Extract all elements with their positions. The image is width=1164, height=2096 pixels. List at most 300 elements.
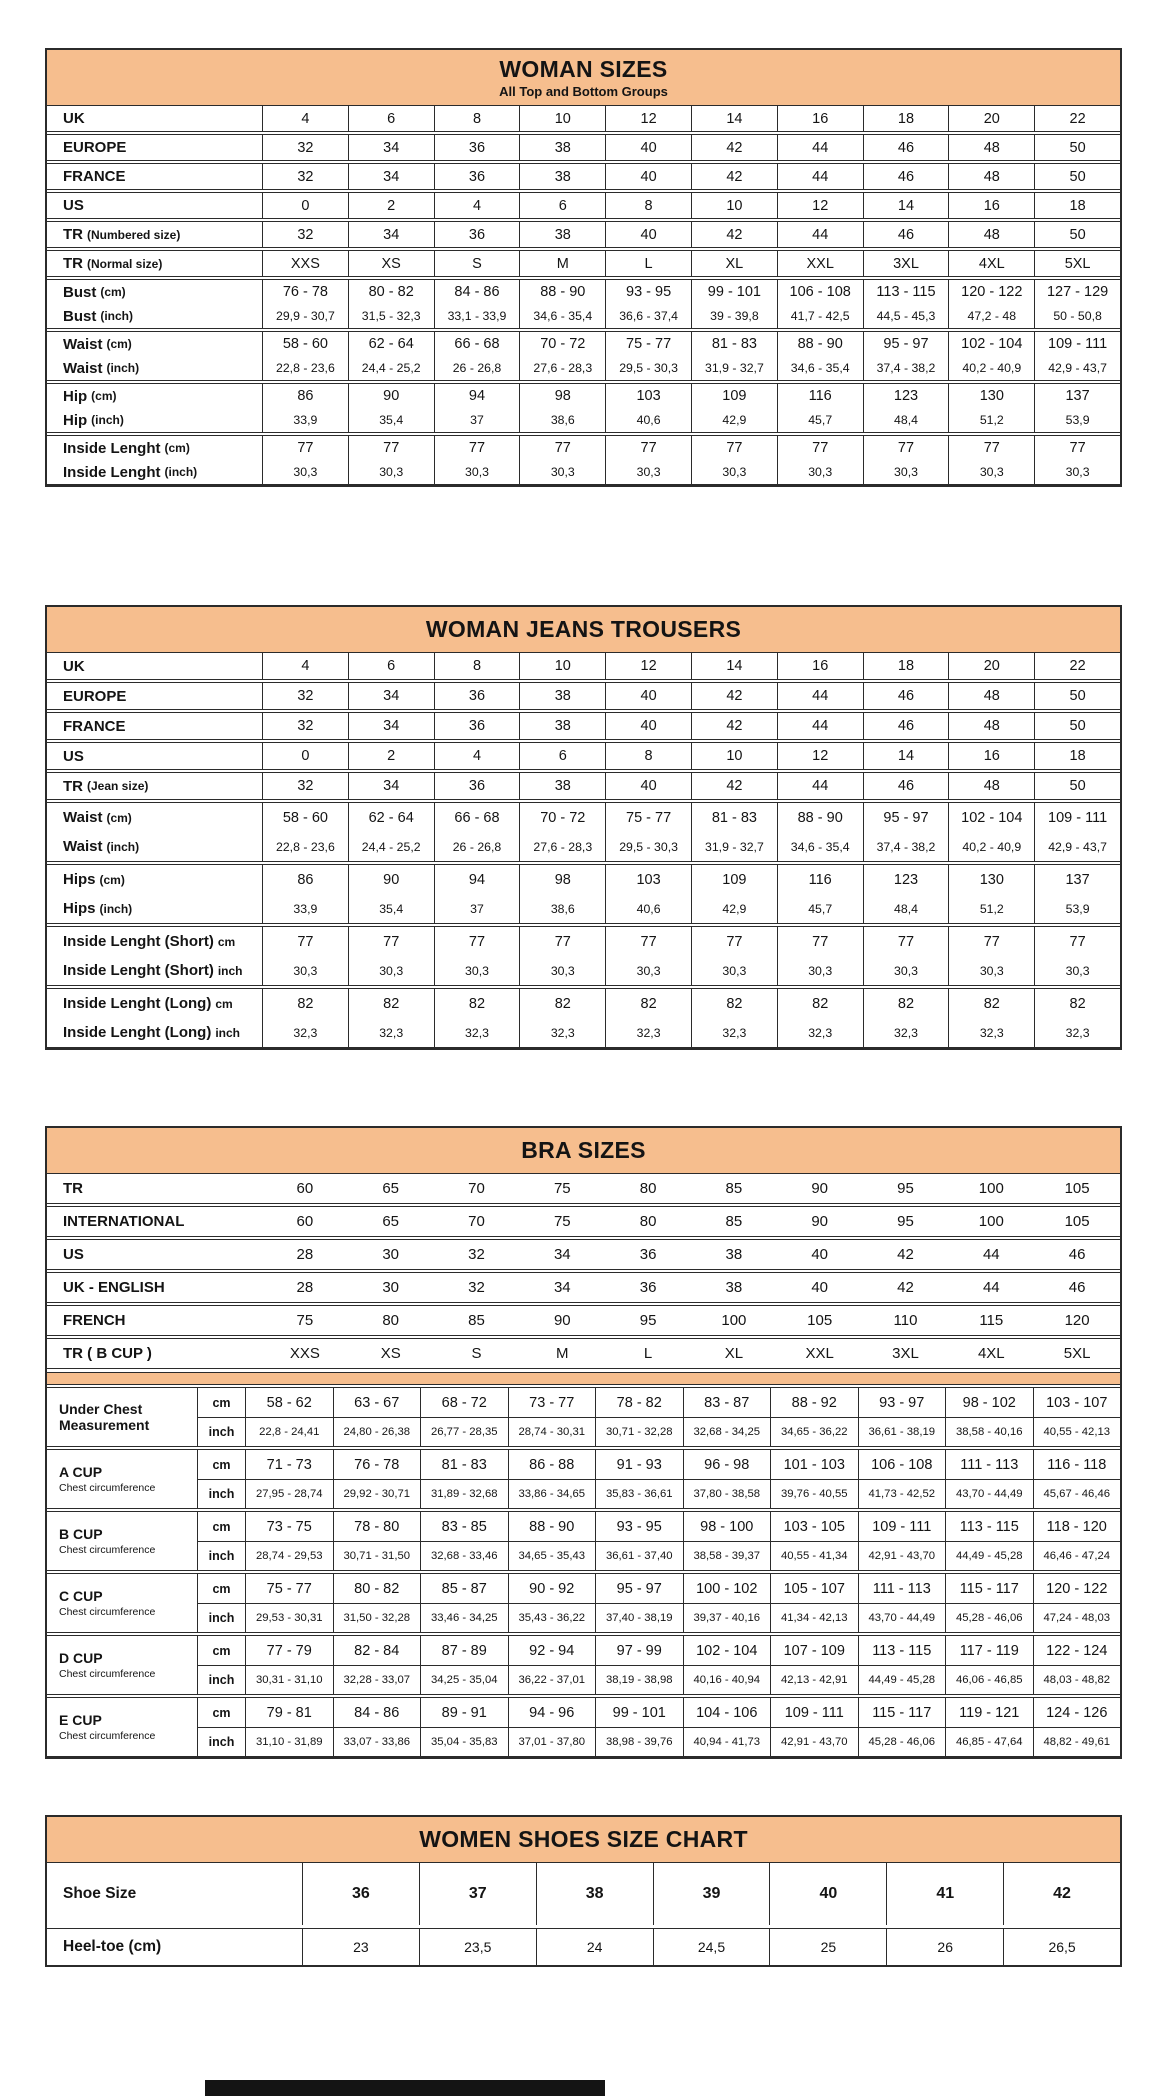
- row-label-note: (inch): [100, 309, 134, 323]
- size-value: 44: [982, 1246, 1000, 1263]
- cup-inch-value: 46,85 - 47,64: [945, 1727, 1033, 1756]
- size-value: 4XL: [948, 251, 1034, 276]
- size-value: 47,2 - 48: [948, 304, 1034, 328]
- size-value: 77: [262, 436, 348, 460]
- size-value: 80 - 82: [348, 280, 434, 304]
- row-label: [47, 164, 262, 189]
- size-value: L: [643, 1345, 653, 1362]
- cup-cm-value: 80 - 82: [333, 1574, 421, 1603]
- size-value: XS: [348, 251, 434, 276]
- size-value: 31,9 - 32,7: [691, 832, 777, 861]
- row-label-text: UK: [63, 110, 85, 127]
- size-value: 25: [769, 1929, 886, 1965]
- size-value: 26: [886, 1929, 1003, 1965]
- size-value: 40: [605, 222, 691, 247]
- bra-sizes-title: BRA SIZES: [521, 1137, 646, 1163]
- size-value: 48: [948, 222, 1034, 247]
- size-value: 77: [1034, 436, 1120, 460]
- cup-group-b-cup: [47, 1511, 1120, 1571]
- size-value: 50: [1034, 222, 1120, 247]
- size-value: 41: [886, 1863, 1003, 1925]
- size-value: 77: [948, 436, 1034, 460]
- size-value: 33,1 - 33,9: [434, 304, 520, 328]
- cup-cm-value: 107 - 109: [770, 1636, 858, 1665]
- size-value: 42,9 - 43,7: [1034, 832, 1120, 861]
- table-row-inside-lenght-short-cm: [47, 927, 1120, 956]
- table-row-france: [47, 164, 1120, 189]
- size-value: 75 - 77: [605, 332, 691, 356]
- row-label: [47, 713, 262, 739]
- table-row-tr-jean-size: [47, 773, 1120, 799]
- row-label: [47, 1018, 262, 1047]
- size-value: 44: [777, 135, 863, 160]
- size-value: 116: [777, 384, 863, 408]
- row-label-text: Inside Lenght (Short): [63, 933, 214, 950]
- size-value: 38,6: [519, 408, 605, 432]
- cup-cm-value: 97 - 99: [595, 1636, 683, 1665]
- cup-inch-value: 35,83 - 36,61: [595, 1479, 683, 1508]
- size-value: 77: [1034, 927, 1120, 956]
- size-value: 70: [468, 1213, 485, 1230]
- row-label: [47, 460, 262, 484]
- size-value: 34: [348, 773, 434, 799]
- size-value: 12: [605, 653, 691, 679]
- cup-cm-value: 122 - 124: [1033, 1636, 1121, 1665]
- cup-cm-value: 77 - 79: [245, 1636, 333, 1665]
- size-value: 130: [948, 865, 1034, 894]
- size-value: 50 - 50,8: [1034, 304, 1120, 328]
- row-group: [47, 1206, 1120, 1237]
- size-value: 6: [348, 106, 434, 131]
- cup-label-subtitle: Chest circumference: [59, 1605, 156, 1618]
- row-label-text: Inside Lenght: [63, 439, 161, 457]
- cup-cm-value: 99 - 101: [595, 1698, 683, 1727]
- size-value: XL: [691, 251, 777, 276]
- size-value: 36: [434, 164, 520, 189]
- size-value: 4: [262, 106, 348, 131]
- bra-table-divider: [47, 1372, 1120, 1385]
- row-label-text: US: [63, 197, 84, 214]
- size-value: 53,9: [1034, 408, 1120, 432]
- size-value: 18: [1034, 193, 1120, 218]
- size-value: 38: [519, 683, 605, 709]
- size-value: 65: [382, 1180, 400, 1197]
- size-value: 32,3: [348, 1018, 434, 1047]
- cup-cm-value: 100 - 102: [683, 1574, 771, 1603]
- row-group: [47, 435, 1120, 485]
- cup-inch-value: 37,01 - 37,80: [508, 1727, 596, 1756]
- row-label-note: (inch): [164, 465, 198, 479]
- cup-label-title: E CUP: [59, 1712, 102, 1729]
- size-value: 137: [1034, 384, 1120, 408]
- size-value: 40: [605, 683, 691, 709]
- row-label: [47, 803, 262, 832]
- row-label: [47, 384, 262, 408]
- size-value: 103: [605, 865, 691, 894]
- row-label-text: Hip: [63, 411, 88, 429]
- size-value: 94: [434, 865, 520, 894]
- size-value: 18: [1034, 743, 1120, 769]
- size-value: 100: [978, 1213, 1004, 1230]
- cup-inch-value: 36,61 - 38,19: [858, 1417, 946, 1446]
- table-row-hips-cm: [47, 865, 1120, 894]
- cup-cm-value: 63 - 67: [333, 1388, 421, 1417]
- size-value: 44: [982, 1279, 1000, 1296]
- row-group: [47, 134, 1120, 161]
- size-value: 86: [262, 384, 348, 408]
- woman-sizes-subtitle: All Top and Bottom Groups: [499, 84, 668, 99]
- size-value: 76 - 78: [262, 280, 348, 304]
- size-value: 50: [1034, 713, 1120, 739]
- row-label: [47, 832, 262, 861]
- size-value: 32: [262, 713, 348, 739]
- row-group: [47, 988, 1120, 1048]
- size-value: 30,3: [262, 460, 348, 484]
- size-value: 94: [434, 384, 520, 408]
- size-value: 42,9 - 43,7: [1034, 356, 1120, 380]
- cup-cm-value: 79 - 81: [245, 1698, 333, 1727]
- size-value: XXL: [805, 1345, 834, 1362]
- cup-group-e-cup: [47, 1697, 1120, 1757]
- cup-cm-value: 83 - 87: [683, 1388, 771, 1417]
- cup-inch-value: 24,80 - 26,38: [333, 1417, 421, 1446]
- size-value: 37,4 - 38,2: [863, 356, 949, 380]
- cup-cm-value: 85 - 87: [420, 1574, 508, 1603]
- row-label: [47, 989, 262, 1018]
- row-label: TR: [63, 1180, 83, 1197]
- size-value: 77: [519, 436, 605, 460]
- cup-inch-value: 42,91 - 43,70: [858, 1541, 946, 1570]
- table-row-heel-toe-cm: [47, 1928, 1120, 1965]
- size-value: 116: [777, 865, 863, 894]
- row-label: [47, 251, 262, 276]
- cup-inch-value: 45,28 - 46,06: [858, 1727, 946, 1756]
- size-value: 82: [519, 989, 605, 1018]
- cup-label: [47, 1512, 197, 1570]
- size-value: 30,3: [519, 460, 605, 484]
- women-shoes-header: [47, 1817, 1120, 1863]
- row-label: [47, 106, 262, 131]
- cup-cm-value: 111 - 113: [945, 1450, 1033, 1479]
- size-value: 90: [811, 1213, 829, 1230]
- cup-cm-value: 88 - 90: [508, 1512, 596, 1541]
- row-label-note: (cm): [99, 872, 125, 887]
- size-value: 77: [605, 927, 691, 956]
- size-value: 102 - 104: [948, 332, 1034, 356]
- size-value: 42: [691, 164, 777, 189]
- size-value: 32,3: [777, 1018, 863, 1047]
- cup-cm-value: 118 - 120: [1033, 1512, 1121, 1541]
- size-value: 5XL: [1063, 1345, 1091, 1362]
- size-value: 24,5: [653, 1929, 770, 1965]
- size-value: 77: [777, 436, 863, 460]
- table-row-waist-inch: [47, 832, 1120, 861]
- size-value: 34: [553, 1279, 571, 1296]
- size-value: S: [434, 251, 520, 276]
- size-value: 88 - 90: [519, 280, 605, 304]
- size-value: 42: [691, 222, 777, 247]
- size-value: 30,3: [348, 956, 434, 985]
- size-value: 38: [725, 1246, 743, 1263]
- row-label-note: (cm): [100, 285, 126, 299]
- row-label: [47, 773, 262, 799]
- cup-inch-value: 42,13 - 42,91: [770, 1665, 858, 1694]
- size-value: 3XL: [892, 1345, 919, 1362]
- size-value: 12: [605, 106, 691, 131]
- size-value: 105: [1064, 1180, 1090, 1197]
- cup-inch-value: 41,73 - 42,52: [858, 1479, 946, 1508]
- cup-cm-value: 101 - 103: [770, 1450, 858, 1479]
- size-value: 35,4: [348, 894, 434, 923]
- size-value: 123: [863, 384, 949, 408]
- cup-cm-value: 124 - 126: [1033, 1698, 1121, 1727]
- size-value: 8: [605, 193, 691, 218]
- cup-cm-value: 73 - 75: [245, 1512, 333, 1541]
- size-value: 34: [348, 135, 434, 160]
- size-value: 8: [434, 653, 520, 679]
- row-label-note: inch: [215, 1025, 240, 1040]
- cup-cm-value: 86 - 88: [508, 1450, 596, 1479]
- bra-sizes-table: [45, 1126, 1122, 1759]
- size-value: 18: [863, 653, 949, 679]
- table-row-tr-numbered-size: [47, 222, 1120, 247]
- size-value: 32: [468, 1279, 485, 1296]
- size-value: 95: [897, 1213, 914, 1230]
- size-value: 95: [639, 1312, 657, 1329]
- size-value: 40: [769, 1863, 886, 1925]
- size-value: 62 - 64: [348, 332, 434, 356]
- size-value: 53,9: [1034, 894, 1120, 923]
- size-value: 37: [434, 894, 520, 923]
- row-label-text: Inside Lenght (Short): [63, 962, 214, 979]
- cup-label: [47, 1698, 197, 1756]
- size-value: 80: [639, 1213, 657, 1230]
- size-value: 110: [893, 1312, 918, 1329]
- size-value: 82: [605, 989, 691, 1018]
- size-value: XS: [380, 1345, 401, 1362]
- size-value: 36,6 - 37,4: [605, 304, 691, 328]
- size-value: 38: [519, 713, 605, 739]
- size-value: 40: [811, 1279, 829, 1296]
- cup-label: [47, 1636, 197, 1694]
- size-value: 24,4 - 25,2: [348, 832, 434, 861]
- size-value: XXL: [777, 251, 863, 276]
- cup-label-subtitle: Chest circumference: [59, 1667, 156, 1680]
- size-value: 109 - 111: [1034, 332, 1120, 356]
- size-value: 77: [948, 927, 1034, 956]
- size-value: 26 - 26,8: [434, 832, 520, 861]
- row-label-note: (Numbered size): [87, 227, 181, 242]
- cup-cm-value: 88 - 92: [770, 1388, 858, 1417]
- size-value: 36: [434, 135, 520, 160]
- row-group: [47, 712, 1120, 740]
- size-value: 58 - 60: [262, 332, 348, 356]
- cup-cm-value: 89 - 91: [420, 1698, 508, 1727]
- unit-inch-label: inch: [197, 1541, 245, 1570]
- table-row-hips-inch: [47, 894, 1120, 923]
- row-label: [47, 653, 262, 679]
- cup-inch-value: 38,98 - 39,76: [595, 1727, 683, 1756]
- size-value: 137: [1034, 865, 1120, 894]
- size-value: 42: [897, 1279, 914, 1296]
- cup-cm-value: 90 - 92: [508, 1574, 596, 1603]
- cup-cm-value: 111 - 113: [858, 1574, 946, 1603]
- cup-inch-value: 47,24 - 48,03: [1033, 1603, 1121, 1632]
- cup-cm-value: 82 - 84: [333, 1636, 421, 1665]
- row-label-text: US: [63, 747, 84, 765]
- cup-cm-value: 113 - 115: [945, 1512, 1033, 1541]
- cup-group-d-cup: [47, 1635, 1120, 1695]
- size-value: 42: [691, 135, 777, 160]
- size-value: 123: [863, 865, 949, 894]
- cup-inch-value: 35,04 - 35,83: [420, 1727, 508, 1756]
- size-value: 16: [948, 193, 1034, 218]
- size-value: 60: [296, 1213, 314, 1230]
- size-value: 14: [691, 653, 777, 679]
- row-group: [47, 1272, 1120, 1303]
- cup-label: [47, 1388, 197, 1446]
- row-label-note: (cm): [106, 810, 132, 825]
- cup-cm-value: 95 - 97: [595, 1574, 683, 1603]
- row-label-note: (inch): [99, 901, 133, 916]
- size-value: 77: [777, 927, 863, 956]
- row-label-note: (cm): [106, 337, 132, 351]
- row-label-text: Hip: [63, 387, 88, 405]
- size-value: 35,4: [348, 408, 434, 432]
- size-value: 103: [605, 384, 691, 408]
- size-value: 34,6 - 35,4: [519, 304, 605, 328]
- row-label: [47, 332, 262, 356]
- cup-inch-value: 39,76 - 40,55: [770, 1479, 858, 1508]
- cup-inch-value: 41,34 - 42,13: [770, 1603, 858, 1632]
- cup-cm-value: 96 - 98: [683, 1450, 771, 1479]
- size-value: 84 - 86: [434, 280, 520, 304]
- size-value: 0: [262, 743, 348, 769]
- size-value: 58 - 60: [262, 803, 348, 832]
- row-label: [47, 743, 262, 769]
- size-value: 75 - 77: [605, 803, 691, 832]
- size-value: 38: [725, 1279, 743, 1296]
- size-value: 93 - 95: [605, 280, 691, 304]
- size-value: 45,7: [777, 894, 863, 923]
- size-value: 46: [863, 773, 949, 799]
- size-value: 30,3: [605, 460, 691, 484]
- table-row-inside-lenght-long-cm: [47, 989, 1120, 1018]
- cup-label-title: B CUP: [59, 1526, 103, 1543]
- cup-inch-value: 30,71 - 31,50: [333, 1541, 421, 1570]
- row-label-text: Inside Lenght (Long): [63, 1024, 212, 1041]
- size-value: 29,5 - 30,3: [605, 832, 691, 861]
- size-value: 77: [262, 927, 348, 956]
- size-value: 46: [863, 222, 949, 247]
- size-value: 36: [434, 683, 520, 709]
- size-value: 27,6 - 28,3: [519, 832, 605, 861]
- size-value: 113 - 115: [863, 280, 949, 304]
- cup-cm-value: 109 - 111: [770, 1698, 858, 1727]
- size-value: 90: [348, 865, 434, 894]
- size-value: 109: [691, 865, 777, 894]
- women-shoes-table: [45, 1815, 1122, 1967]
- size-value: L: [605, 251, 691, 276]
- size-value: 75: [296, 1312, 314, 1329]
- size-value: 10: [519, 106, 605, 131]
- size-value: 85: [725, 1180, 743, 1197]
- size-value: 66 - 68: [434, 332, 520, 356]
- size-value: 30,3: [948, 956, 1034, 985]
- size-value: 40,2 - 40,9: [948, 832, 1034, 861]
- table-row-waist-inch: [47, 356, 1120, 380]
- row-group: [47, 802, 1120, 862]
- row-group: [47, 1174, 1120, 1204]
- size-value: 44: [777, 164, 863, 189]
- size-value: 39: [653, 1863, 770, 1925]
- table-row-us: [47, 743, 1120, 769]
- size-value: 42,9: [691, 894, 777, 923]
- size-value: 34: [553, 1246, 571, 1263]
- table-row-france: [47, 713, 1120, 739]
- size-value: 70: [468, 1180, 485, 1197]
- size-value: 50: [1034, 164, 1120, 189]
- row-label-text: EUROPE: [63, 139, 127, 156]
- size-value: 32,3: [691, 1018, 777, 1047]
- table-row-inside-lenght-cm: [47, 436, 1120, 460]
- size-value: 40: [605, 773, 691, 799]
- size-value: 32,3: [434, 1018, 520, 1047]
- table-row-tr: [47, 1174, 1120, 1203]
- row-label: TR ( B CUP ): [63, 1345, 152, 1362]
- cup-cm-value: 84 - 86: [333, 1698, 421, 1727]
- row-group: [47, 1305, 1120, 1336]
- cup-inch-value: 28,74 - 29,53: [245, 1541, 333, 1570]
- size-value: 4: [434, 743, 520, 769]
- cup-inch-value: 32,68 - 34,25: [683, 1417, 771, 1446]
- cup-cm-value: 115 - 117: [945, 1574, 1033, 1603]
- table-row-uk: [47, 653, 1120, 679]
- size-value: 16: [777, 653, 863, 679]
- size-value: 80: [639, 1180, 657, 1197]
- row-label-text: FRANCE: [63, 717, 126, 735]
- size-value: 77: [605, 436, 691, 460]
- size-value: 82: [863, 989, 949, 1018]
- size-value: 95 - 97: [863, 332, 949, 356]
- row-label: [47, 304, 262, 328]
- size-value: 82: [691, 989, 777, 1018]
- cup-label-title: A CUP: [59, 1464, 103, 1481]
- row-label-note: inch: [217, 963, 243, 978]
- size-value: 90: [348, 384, 434, 408]
- row-label: [47, 865, 262, 894]
- table-row-us: [47, 1240, 1120, 1269]
- size-value: 28: [296, 1279, 314, 1296]
- cup-inch-value: 38,58 - 40,16: [945, 1417, 1033, 1446]
- row-label: FRENCH: [63, 1312, 126, 1329]
- unit-inch-label: inch: [197, 1417, 245, 1446]
- cup-cm-value: 75 - 77: [245, 1574, 333, 1603]
- row-label: UK - ENGLISH: [63, 1279, 165, 1296]
- size-value: 46: [1068, 1246, 1086, 1263]
- size-value: 33,9: [262, 894, 348, 923]
- size-value: 82: [777, 989, 863, 1018]
- size-value: 44: [777, 683, 863, 709]
- size-value: 42: [897, 1246, 914, 1263]
- row-label-note: (inch): [106, 839, 140, 854]
- row-label-text: Inside Lenght: [63, 463, 161, 481]
- size-value: 48,4: [863, 408, 949, 432]
- size-value: 22: [1034, 653, 1120, 679]
- unit-cm-label: cm: [197, 1512, 245, 1541]
- size-value: 36: [639, 1246, 657, 1263]
- cup-cm-value: 98 - 100: [683, 1512, 771, 1541]
